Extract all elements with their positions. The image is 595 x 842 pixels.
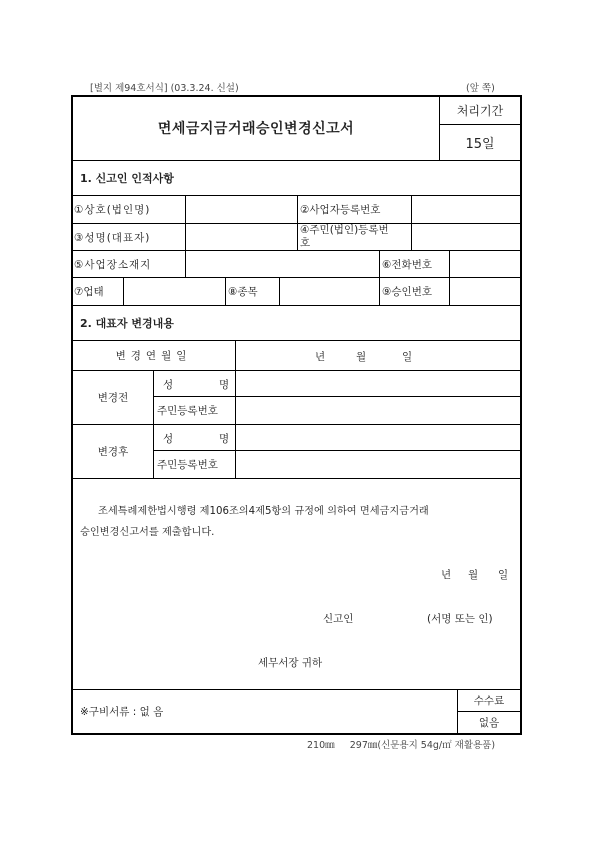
company-name-label: ①상호(법인명) <box>74 204 151 216</box>
section1-title: 1. 신고인 인적사항 <box>80 172 174 185</box>
after-resident-no-field[interactable] <box>236 451 520 478</box>
after-name-field[interactable] <box>236 425 520 450</box>
representative-name-field[interactable] <box>186 224 297 250</box>
required-documents: ※구비서류 : 없 음 <box>80 706 164 718</box>
business-reg-no-label: ②사업자등록번호 <box>300 204 381 216</box>
change-date-month: 월 <box>356 351 367 363</box>
declaration-day: 일 <box>498 569 509 581</box>
representative-name-label: ③성명(대표자) <box>74 231 151 244</box>
form-title: 면세금지금거래승인변경신고서 <box>157 121 355 137</box>
declaration-line-2: 승인변경신고서를 제출합니다. <box>80 527 215 538</box>
addressee: 세무서장 귀하 <box>258 657 323 669</box>
before-change-label: 변경전 <box>97 392 129 404</box>
after-resident-no-label: 주민등록번호 <box>157 459 218 471</box>
section2-title: 2. 대표자 변경내용 <box>80 317 174 330</box>
after-change-label: 변경후 <box>97 446 129 458</box>
form-code: [별지 제94호서식] (03.3.24. 신설) <box>90 83 239 94</box>
frame-right <box>520 95 522 735</box>
before-name-char-2: 명 <box>219 379 230 391</box>
business-item-field[interactable] <box>280 278 378 305</box>
resident-reg-no-label <box>300 224 410 250</box>
before-resident-no-field[interactable] <box>236 397 520 423</box>
page-side-label: (앞 쪽) <box>466 83 495 94</box>
fee-value: 없음 <box>478 717 500 729</box>
declaration-line-1: 조세특례제한법시행령 제106조의4제5항의 규정에 의하여 면세금지금거래 <box>98 506 429 517</box>
change-date-year: 년 <box>315 351 326 363</box>
s2-line-6 <box>71 478 521 479</box>
business-reg-no-field[interactable] <box>412 196 520 223</box>
company-name-field[interactable] <box>186 196 297 223</box>
resident-reg-no-field[interactable] <box>412 224 520 250</box>
declaration-month: 월 <box>468 569 479 581</box>
business-type-label: ⑦업태 <box>74 286 104 298</box>
processing-period-value: 15일 <box>465 137 495 152</box>
business-item-label: ⑧종목 <box>228 286 258 298</box>
resident-reg-no-text: ④주민(법인)등록번호 <box>300 224 389 249</box>
fee-label: 수수료 <box>473 695 505 707</box>
frame-bottom <box>71 733 521 735</box>
before-name-char-1: 성 <box>163 379 174 391</box>
change-date-day: 일 <box>402 351 413 363</box>
before-name-label <box>154 371 234 396</box>
processing-period-label: 처리기간 <box>456 103 504 118</box>
approval-number-label: ⑨승인번호 <box>382 286 432 298</box>
change-date-field[interactable] <box>236 341 520 370</box>
business-address-label: ⑤사업장소재지 <box>74 258 152 271</box>
r4-v2 <box>225 277 226 305</box>
declarant-label: 신고인 <box>323 613 354 625</box>
paper-size-note: 210㎜ 297㎜(신문용지 54g/㎡ 재활용품) <box>307 740 496 751</box>
after-name-char-2: 명 <box>219 433 230 445</box>
phone-number-field[interactable] <box>450 251 520 277</box>
before-resident-no-label: 주민등록번호 <box>157 404 218 417</box>
signature-line[interactable] <box>370 609 420 627</box>
approval-number-field[interactable] <box>450 278 520 305</box>
declaration-year: 년 <box>441 569 452 581</box>
after-name-label <box>154 425 234 450</box>
before-name-field[interactable] <box>236 371 520 396</box>
change-date-label: 변경연월일 <box>115 350 192 362</box>
business-address-field[interactable] <box>186 251 378 277</box>
business-type-field[interactable] <box>124 278 224 305</box>
phone-number-label: ⑥전화번호 <box>382 258 432 271</box>
signature-label: (서명 또는 인) <box>427 613 493 625</box>
after-name-char-1: 성 <box>163 433 174 445</box>
